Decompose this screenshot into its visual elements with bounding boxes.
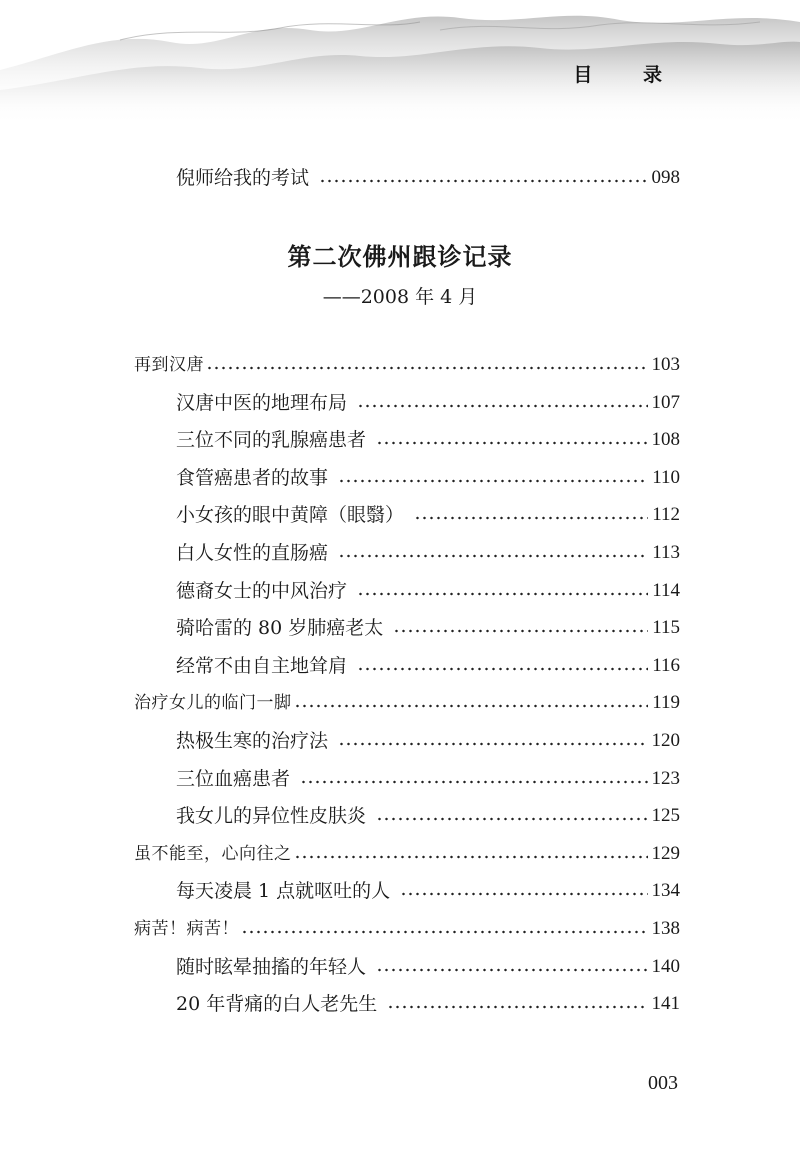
toc-entry-page: 098 bbox=[651, 167, 680, 188]
toc-entry-page: 125 bbox=[651, 805, 680, 827]
dot-leader bbox=[338, 554, 648, 558]
toc-entry-page: 141 bbox=[651, 993, 680, 1015]
dot-leader bbox=[294, 704, 649, 708]
page-number: 003 bbox=[648, 1072, 678, 1094]
toc-entry-page: 123 bbox=[651, 767, 680, 789]
toc-entry[interactable] bbox=[176, 463, 680, 493]
toc-entry-title: 白人女性的直肠癌 bbox=[176, 542, 329, 564]
dot-leader bbox=[300, 780, 647, 784]
toc-entry[interactable] bbox=[176, 163, 680, 193]
toc-entry[interactable] bbox=[176, 952, 680, 982]
toc-chapter[interactable] bbox=[134, 688, 680, 718]
toc-entry[interactable] bbox=[176, 651, 680, 681]
toc-entry-title: 治疗女儿的临门一脚 bbox=[134, 693, 292, 714]
toc-entry-title: 再到汉唐 bbox=[134, 355, 204, 375]
dot-leader bbox=[338, 479, 648, 483]
toc-entry-page: 108 bbox=[651, 429, 680, 451]
toc-entry-title: 食管癌患者的故事 bbox=[176, 466, 329, 489]
toc-entry-title: 倪师给我的考试 bbox=[176, 167, 310, 189]
dot-leader bbox=[414, 516, 648, 520]
toc-chapter[interactable] bbox=[134, 839, 680, 869]
dot-leader bbox=[387, 1005, 647, 1009]
toc-entry-page: 116 bbox=[652, 654, 680, 676]
toc-entry-page: 103 bbox=[651, 354, 680, 375]
dot-leader bbox=[241, 930, 648, 934]
section-subtitle: ——2008 年 4 月 bbox=[322, 286, 478, 308]
section-title: 第二次佛州跟诊记录 bbox=[287, 242, 513, 271]
toc-entry-title: 经常不由自主地耸肩 bbox=[176, 654, 348, 677]
toc-entry[interactable] bbox=[176, 764, 680, 794]
toc-entry-title: 我女儿的异位性皮肤炎 bbox=[176, 805, 367, 828]
toc-entry[interactable] bbox=[176, 500, 680, 530]
toc-entry-title: 三位血癌患者 bbox=[176, 767, 291, 790]
toc-entry-page: 134 bbox=[651, 880, 680, 902]
toc-entry-title: 德裔女士的中风治疗 bbox=[176, 579, 348, 602]
dot-leader bbox=[357, 592, 648, 596]
toc-entry-title: 骑哈雷的 80 岁肺癌老太 bbox=[176, 617, 384, 640]
toc-entry-title: 病苦！病苦！ bbox=[134, 919, 239, 939]
toc-entry[interactable] bbox=[176, 801, 680, 831]
toc-entry-page: 140 bbox=[651, 955, 680, 977]
toc-entry[interactable] bbox=[176, 726, 680, 756]
dot-leader bbox=[294, 855, 648, 859]
toc-entry-page: 115 bbox=[652, 617, 680, 639]
toc-entry-page: 138 bbox=[651, 918, 680, 939]
dot-leader bbox=[357, 404, 647, 408]
dot-leader bbox=[376, 817, 647, 821]
header-title: 目 录 bbox=[573, 64, 684, 86]
dot-leader bbox=[376, 968, 647, 972]
toc-chapter[interactable] bbox=[134, 914, 680, 944]
dot-leader bbox=[338, 742, 647, 746]
toc-entry-page: 112 bbox=[652, 504, 680, 526]
dot-leader bbox=[393, 629, 648, 633]
toc-chapter[interactable] bbox=[134, 350, 680, 380]
toc-entry-page: 107 bbox=[651, 391, 680, 413]
toc-entry[interactable] bbox=[176, 388, 680, 418]
toc-entry-page: 129 bbox=[651, 842, 680, 864]
toc-entry-title: 虽不能至，心向往之 bbox=[134, 843, 292, 864]
toc-entry-title: 小女孩的眼中黄障（眼翳） bbox=[176, 504, 405, 527]
toc-entry[interactable] bbox=[176, 425, 680, 455]
toc-entry-title: 每天凌晨 1 点就呕吐的人 bbox=[176, 880, 391, 903]
toc-entry-title: 20 年背痛的白人老先生 bbox=[176, 993, 378, 1016]
toc-entry-page: 114 bbox=[652, 579, 680, 601]
toc-entry[interactable] bbox=[176, 538, 680, 568]
toc-entry-title: 热极生寒的治疗法 bbox=[176, 730, 329, 752]
toc-entry-page: 119 bbox=[652, 692, 680, 714]
dot-leader bbox=[357, 667, 648, 671]
toc-entry[interactable] bbox=[176, 989, 680, 1019]
dot-leader bbox=[400, 892, 647, 896]
toc-entry-page: 113 bbox=[652, 542, 680, 563]
toc-entry-title: 汉唐中医的地理布局 bbox=[176, 391, 348, 414]
toc-entry[interactable] bbox=[176, 876, 680, 906]
dot-leader bbox=[319, 179, 647, 183]
toc-entry-title: 三位不同的乳腺癌患者 bbox=[176, 429, 367, 452]
toc-entry[interactable] bbox=[176, 576, 680, 606]
toc-entry[interactable] bbox=[176, 613, 680, 643]
dot-leader bbox=[206, 366, 648, 370]
toc-entry-page: 110 bbox=[652, 466, 680, 488]
dot-leader bbox=[376, 441, 647, 445]
toc-entry-page: 120 bbox=[651, 730, 680, 751]
toc-entry-title: 随时眩晕抽搐的年轻人 bbox=[176, 955, 367, 978]
